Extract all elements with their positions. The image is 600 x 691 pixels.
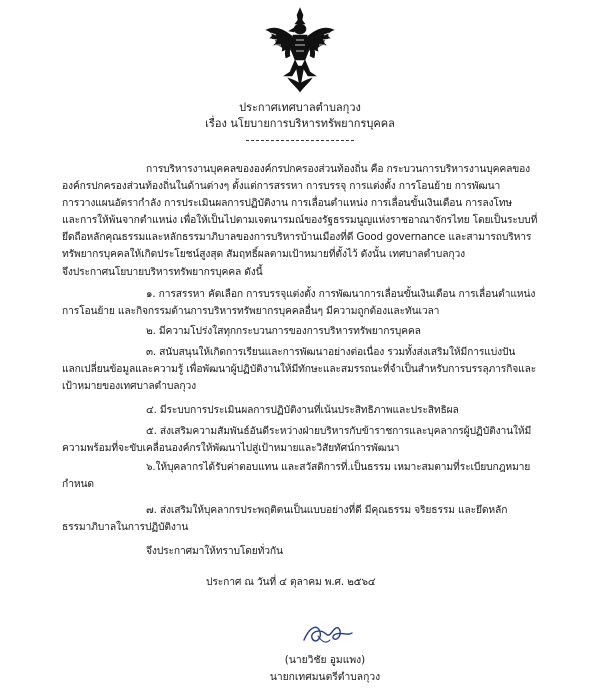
intro-line: และการให้พ้นจากตำแหน่ง เพื่อให้เป็นไปตามเจตนารมณ์ของรัฐธรรมนูญแห่งราชอาณาจักรไทย โดยเป็นระบบที่	[62, 214, 538, 227]
title-block	[0, 100, 600, 141]
policy-item-6	[62, 459, 592, 493]
intro-line: ยึดถือหลักคุณธรรมและหลักธรรมาภิบาลของการบริหารบ้านเมืองที่ดี Good governance และสามารถบริหาร	[62, 231, 532, 244]
intro-line: จึงประกาศนโยบายบริหารทรัพยากรบุคคล ดังนี้	[62, 265, 263, 278]
policy-item-4	[62, 402, 592, 419]
policy-item-5	[62, 423, 592, 457]
policy-item-3	[62, 344, 592, 395]
date-line	[62, 574, 592, 591]
intro-line: องค์กรปกครองส่วนท้องถิ่นในด้านต่างๆ ตั้งแต่การสรรหา การบรรจุ การแต่งตั้ง การโอนย้าย การพัฒนา	[62, 180, 501, 193]
item-line: ๒. มีความโปร่งใสทุกกระบวนการของการบริหารทรัพยากรบุคคล	[146, 325, 421, 337]
item-line: ๖.ให้บุคลากรได้รับค่าตอบแทน และสวัสดิการที่.เป็นธรรม เหมาะสมตามที่ระเบียบกฎหมาย	[146, 461, 531, 473]
item-line: เป้าหมายของเทศบาลตำบลกุวง	[62, 380, 197, 393]
announcement-date: ประกาศ ณ วันที่ ๔ ตุลาคม พ.ศ. ๒๕๖๔	[206, 576, 376, 588]
item-line: ๑. การสรรหา คัดเลือก การบรรจุแต่งตั้ง การพัฒนาการเลื่อนขั้นเงินเดือน การเลื่อนตำแหน่ง	[146, 288, 536, 300]
item-line: ธรรมาภิบาลในการปฏิบัติงาน	[62, 521, 189, 534]
title-divider	[246, 140, 354, 141]
signature-mark	[296, 616, 356, 652]
item-line: ๔. มีระบบการประเมินผลการปฏิบัติงานที่เน้นประสิทธิภาพและประสิทธิผล	[146, 404, 459, 416]
item-line: การโอนย้าย และกิจกรรมด้านการบริหารทรัพยากรบุคคลอื่นๆ มีความถูกต้องและทันเวลา	[62, 305, 440, 318]
closing-line	[62, 543, 592, 560]
intro-line: ทรัพยากรบุคคลให้เกิดประโยชน์สูงสุด สัมฤทธิ์ผลตามเป้าหมายที่ตั้งไว้ ดังนั้น เทศบาลตำบลกุวง	[62, 248, 465, 261]
announcement-subject: เรื่อง นโยบายการบริหารทรัพยากรบุคคล	[205, 117, 395, 130]
item-line: ๗. ส่งเสริมให้บุคลากรประพฤติตนเป็นแบบอย่างที่ดี มีคุณธรรม จริยธรรม และยึดหลัก	[146, 504, 508, 516]
signatory-position: นายกเทศมนตรีตำบลกุวง	[269, 671, 381, 683]
closing-text: จึงประกาศมาให้ทราบโดยทั่วกัน	[146, 545, 283, 557]
item-line: กำหนด	[62, 478, 94, 491]
intro-line: การวางแผนอัตรากำลัง การประเมินผลการปฏิบัติงาน การเลื่อนตำแหน่ง การเลื่อนขั้นเงินเดือน การลงโทษ	[62, 197, 513, 210]
policy-item-1	[62, 286, 592, 320]
policy-item-2	[62, 323, 592, 340]
signatory-name: (นายวิชัย อูมแพง)	[284, 654, 366, 666]
item-line: ๕. ส่งเสริมความสัมพันธ์อันดีระหว่างฝ่ายบริหารกับข้าราชการและบุคลากรผู้ปฏิบัติงานให้มี	[146, 425, 532, 437]
intro-paragraph	[62, 161, 592, 281]
item-line: ๓. สนับสนุนให้เกิดการเรียนและการพัฒนาอย่างต่อเนื่อง รวมทั้งส่งเสริมให้มีการแบ่งปัน	[146, 346, 516, 358]
announcement-title: ประกาศเทศบาลตำบลกุวง	[239, 101, 361, 114]
item-line: แลกเปลี่ยนข้อมูลและความรู้ เพื่อพัฒนาผู้ปฏิบัติงานให้มีทักษะและสมรรถนะที่จำเป็นสำหรับการบรรลุภารกิจและ	[62, 363, 537, 376]
item-line: ความพร้อมที่จะขับเคลื่อนองค์กรให้พัฒนาไปสู่เป้าหมายและวิสัยทัศน์การพัฒนา	[62, 442, 400, 455]
intro-line: การบริหารงานบุคคลขององค์กรปกครองส่วนท้องถิ่น คือ กระบวนการบริหารงานบุคคลของ	[146, 163, 531, 175]
garuda-emblem-icon	[262, 6, 338, 94]
policy-item-7	[62, 502, 592, 536]
